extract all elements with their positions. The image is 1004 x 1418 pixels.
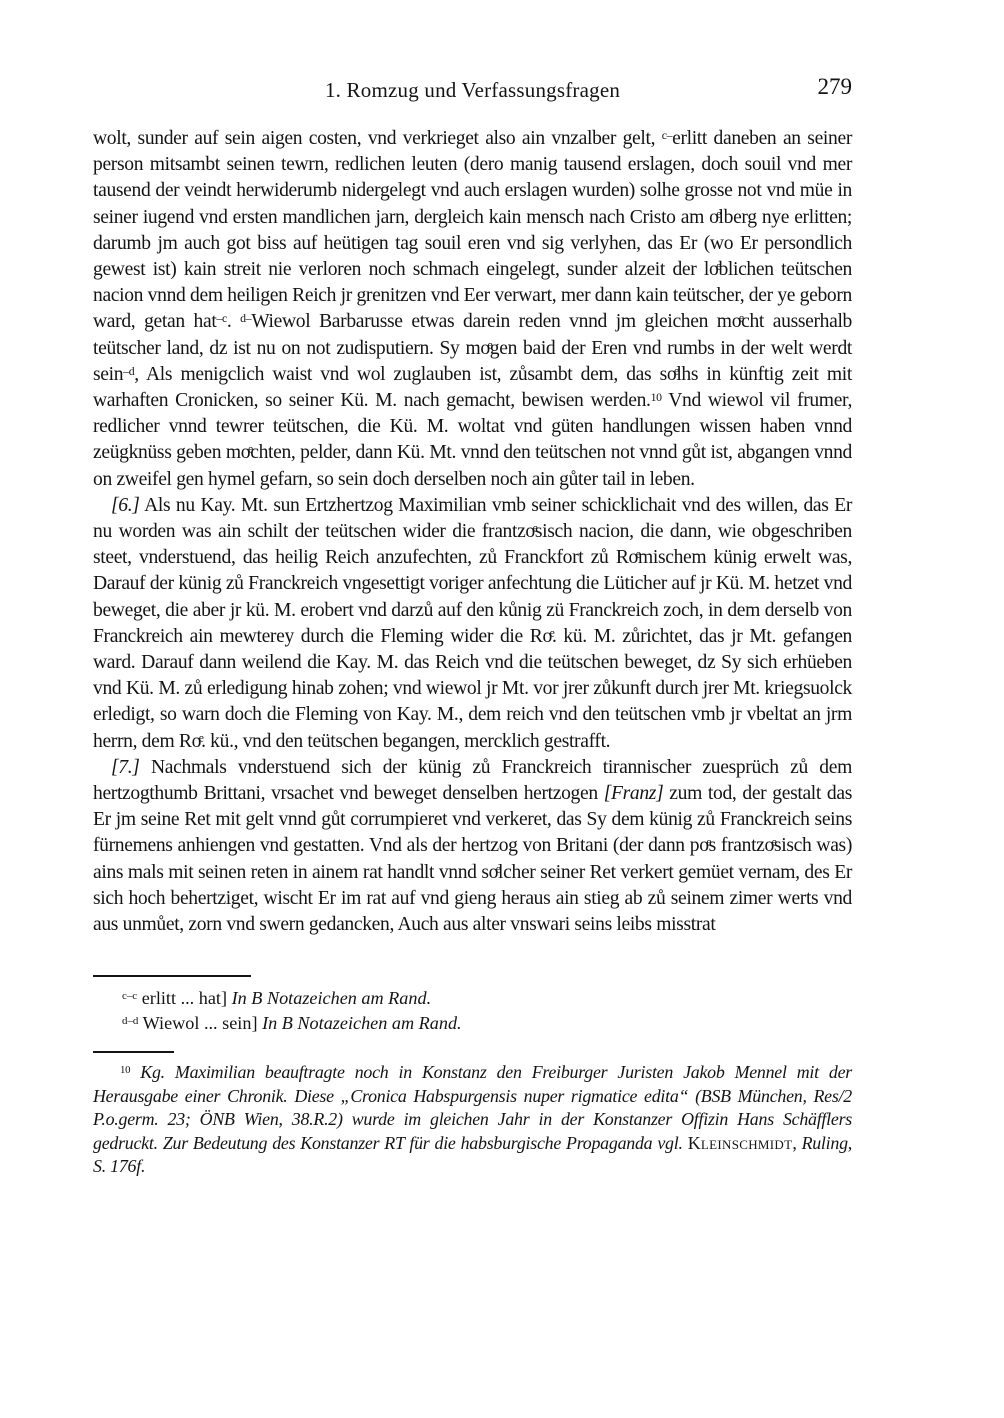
paragraph-6: [6.] Als nu Kay. Mt. sun Ertzhertzog Maximilian vmb seiner schicklichait vnd des willen, das Er nu worden was ain schilt der teütschen wider die frantzoͤsisch nacion, die dann, wie obgeschriben steet, vnderstuend, das heilig Reich anzufechten, zů Franckfort zů Roͤmischem künig erwelt was, Darauf der künig zů Franckreich vngesettigt voriger anfechtung die Lüticher auf jr Kü. M. hetzet vnd beweget, die aber jr kü. M. erobert vnd darzů auf den kůnig zü Franckreich zoch, in dem derselb von Franckreich ain mewterey durch die Fleming wider die Roͤ. kü. M. zůrichtet, das jr Mt. gefangen ward. Darauf dann weilend die Kay. M. das Reich vnd die teütschen beweget, dz Sy sich erhüeben vnd Kü. M. zů erledigung hinab zohen; vnd wiewol jr Mt. vor jrer zůkunft durch jrer Mt. kriegsuolck erledigt, so warn doch die Fleming von Kay. M., dem reich vnd den teütschen vmb jr vbeltat an jrm herrn, dem Roͤ. kü., vnd den teütschen begangen, mercklich gestrafft.	[93, 494, 852, 752]
notes-section	[93, 975, 852, 1179]
page-number: 279	[817, 74, 852, 99]
running-title: 1. Romzug und Verfassungsfragen	[324, 78, 621, 102]
apparatus-entry-c: $^{c-c}$ erlitt ... hat] In B Notazeichen am Rand.	[122, 988, 432, 1009]
footnote-divider-rule	[93, 1051, 174, 1053]
apparatus-list	[93, 986, 852, 1036]
paragraph-7: [7.] Nachmals vnderstuend sich der künig zů Franckreich tirannischer zuesprüch zů dem hertzogthumb Brittani, vrsachet vnd beweget denselben hertzogen [Franz] zum tod, der gestalt das Er jm seine Ret mit gelt vnnd gůt corrumpieret vnd verkeret, das Sy dem künig zů Franckreich seins fürnemens anhiengen vnd gestatten. Vnd als der hertzog von Britani (der dann poͤs frantzoͤsisch was) ains mals mit seinen reten in ainem rat handlt vnnd soͤlcher seiner Ret verkert gemüet vernam, des Er sich hoch behertziget, wischt Er im rat auf vnd gieng heraus ain stieg ab zů seinem zimer werts vnd aus unmůet, zorn vnd swern gedancken, Auch aus alter vnswari seins leibs misstrat	[93, 756, 852, 936]
apparatus-divider-rule	[93, 975, 251, 977]
footnote-list	[93, 1061, 852, 1179]
body-text	[93, 126, 852, 938]
paragraph-continued: wolt, sunder auf sein aigen costen, vnd verkrieget also ain vnzalber gelt, $^{c-}$erlitt daneben an seiner person mitsambt seinen tewrn, redlichen leuten (dero manig tausend erslagen, doch souil vnd mer tausend der veindt herwiderumb nidergelegt vnd auch erslagen wurden) solhe grosse not vnd müe in seiner iugend vnd ersten mandlichen jarn, dergleich kain mensch nach Cristo am oͤlberg nye erlitten; darumb jm auch got biss auf heütigen tag souil eren vnd sig verlyhen, das Er (wo Er persondlich gewest ist) kain streit nie verloren noch schmach eingelegt, sunder alzeit der loͤblichen teütschen nacion vnnd dem heiligen Reich jr grenitzen vnd Eer verwart, mer dann kain teütscher, der ye geborn ward, getan hat$^{-c}$. $^{d-}$Wiewol Barbarusse etwas darein reden vnnd jm gleichen moͤcht ausserhalb teütscher land, dz ist nu on not zudisputiern. Sy moͤgen baid der Eren vnd rumbs in der welt werdt sein$^{-d}$, Als menigclich waist vnd wol zuglauben ist, zůsambt dem, das soͤlhs in künftig zeit mit warhaften Cronicken, so seiner Kü. M. nach gemacht, bewisen werden.$^{10}$ Vnd wiewol vil frumer, redlicher vnnd tewrer teütschen, die Kü. M. woltat vnd güten handlungen wissen haben vnnd zeügknüss geben moͤchten, pelder, dann Kü. Mt. vnnd den teütschen not vnnd gůt ist, abgangen vnnd on zweifel gen hymel gefarn, so sein doch derselben noch ain gůter tail in leben.	[93, 128, 852, 490]
page-header	[93, 74, 852, 103]
apparatus-entry-d: $^{d-d}$ Wiewol ... sein] In B Notazeichen am Rand.	[122, 1013, 462, 1034]
footnote-10: $^{10}$ Kg. Maximilian beauftragte noch in Konstanz den Freiburger Juristen Jakob Mennel mit der Herausgabe einer Chronik. Diese „Cronica Habspurgensis nuper rigmatice edita“ (BSB München, Res/2 P.o.germ. 23; ÖNB Wien, 38.R.2) wurde im gleichen Jahr in der Konstanzer Offizin Hans Schäfflers gedruckt. Zur Bedeutung des Konstanzer RT für die habsburgische Propaganda vgl. Kleinschmidt, Ruling, S. 176f.	[93, 1062, 852, 1177]
